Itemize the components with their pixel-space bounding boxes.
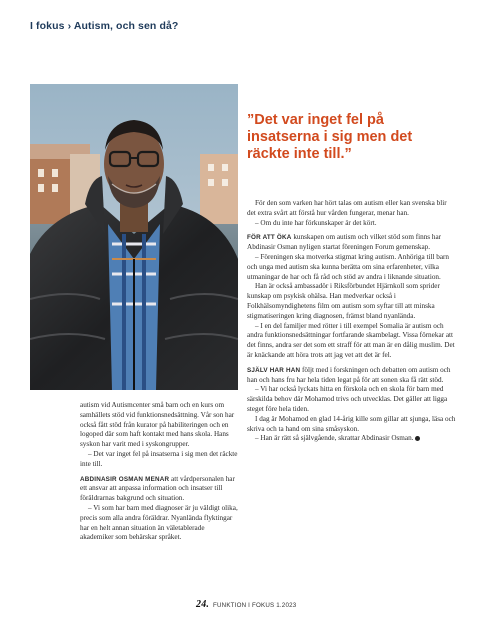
section-breadcrumb [30,20,178,32]
paragraph-lead: SJÄLV HAR HAN [247,366,301,374]
paragraph-lead: ABDINASIR OSMAN MENAR [80,475,170,483]
paragraph: – I en del familjer med rötter i till exempel Somalia är autism och andra funktionsnedsättningar fortfarande skambelagt. Vissa förnekar att det finns, andra ser det som ett straff för att man är en dålig muslim. Det är knäckande att höra trots att jag vet att det är fel. [247,321,455,359]
publication-label: FUNKTION I FOKUS 1.2023 [213,602,297,609]
left-text-column [80,401,238,543]
section-title: Autism, och sen då? [73,20,179,32]
paragraph: – Om du inte har förkunskaper är det kört. [255,218,377,227]
paragraph: – Han är rätt så självgående, skrattar Abdinasir Osman. [247,434,457,444]
paragraph: – Det var inget fel på insatserna i sig men det räckte inte till. [80,449,238,468]
right-text-column [247,199,457,444]
end-mark-icon [415,436,420,441]
page-footer [196,599,296,610]
paragraph-lead: FÖR ATT ÖKA [247,234,292,242]
paragraph: I dag är Mohamod en glad 14-årig kille som gillar att sjunga, läsa och skriva och ta hand om sina småsyskon. [247,414,456,433]
paragraph: – Vi har också lyckats hitta en förskola och en skola för barn med särskilda behov där Mohamod trivs och utvecklas. Det gäller att ligga steget före hela tiden. [247,385,448,413]
paragraph: SJÄLV HAR HAN följt med i forskningen och debatten om autism och han och hans fru har hela tiden legat på för att sonen ska få rätt stöd. [247,365,451,384]
paragraph: För den som varken har hört talas om autism eller kan svenska blir det extra svårt att förstå hur vården fungerar, menar han. [247,199,447,217]
paragraph: autism vid Autismcenter små barn och en kurs om samhällets stöd vid funktionsnedsättning. Vår son har också fått stöd från kurator på habiliteringen och en logoped där som haft kontakt med hans skola. Hans syskon har varit med i syskongrupper. [80,401,235,449]
page-number: 24. [196,599,210,610]
section-label: I fokus [30,20,65,32]
breadcrumb-separator: › [67,20,72,32]
pull-quote: ”Det var inget fel på insatserna i sig men det räckte inte till.” [247,112,413,162]
portrait-photo [30,84,238,390]
paragraph: Han är också ambassadör i Riksförbundet Hjärnkoll som sprider kunskap om psykisk ohälsa. Han medverkar också i Folkhälsomyndighetens film om autism som syftar till att minska stigmatiseringen kring diagnosen, främst bland nyanlända. [247,282,440,320]
paragraph: ABDINASIR OSMAN MENAR att vårdpersonalen har ett ansvar att anpassa information och insatser till föräldrarnas bakgrund och situation. [80,474,235,503]
paragraph: – Vi som har barn med diagnoser är ju väldigt olika, precis som alla andra föräldrar. Nyanlända flyktingar har en helt annan situation än väletablerade akademiker som behärskar språket. [80,503,238,542]
paragraph: – Föreningen ska motverka stigmat kring autism. Anhöriga till barn och unga med autism ska kunna berätta om sina erfarenheter, vilka utmaningar de har och få råd och stöd av andra i liknande situation. [247,252,450,281]
paragraph: FÖR ATT ÖKA kunskapen om autism och vilket stöd som finns har Abdinasir Osman nyligen startat föreningen Forum gemenskap. [247,233,442,252]
